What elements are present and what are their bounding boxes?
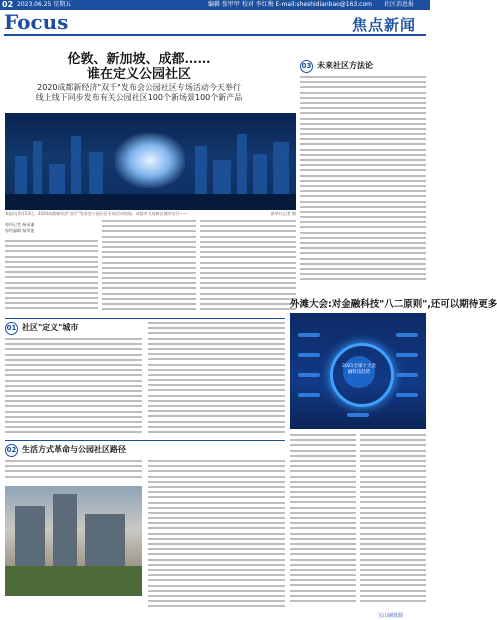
section-divider [4, 34, 426, 36]
article-text-s1-right [148, 322, 285, 436]
article-text-a2 [102, 220, 196, 312]
byline [5, 222, 65, 236]
article-text-s2-intro [5, 460, 142, 484]
article-text-s1-left [5, 338, 142, 436]
photo-credit: 新华社记者 摄 [270, 211, 296, 216]
paper-name: 社区消息报 [384, 1, 415, 8]
related-text-left [290, 434, 356, 608]
section-rule-02 [5, 440, 285, 441]
section-title-02: 生活方式革命与公园社区路径 [22, 445, 126, 454]
section-title-cn: 焦点新闻 [352, 16, 417, 34]
article-text-s2-right [148, 460, 285, 612]
headline [14, 52, 264, 82]
headline-line-1: 伦敦、新加坡、成都…… [67, 52, 211, 67]
article-text-col3 [300, 76, 426, 288]
subheadline-line-1: 2020成都新经济"双千"发布会公园社区专场活动今天举行 [37, 83, 241, 92]
section-title-01: 社区"定义"城市 [22, 323, 79, 332]
page-number: 02 [2, 0, 14, 9]
page-header [0, 0, 430, 10]
article-text-a3 [200, 220, 296, 312]
photo-caption-text: 本报讯 6月23日，2020成都新经济"双千"发布会公园社区专场活动现场，成都市天府新区城市设计—— [5, 211, 188, 216]
subheadline-line-2: 线上线下同步发布有关公园社区100个新场景100个新产品 [35, 93, 243, 102]
article-text-a1 [5, 240, 98, 312]
section-number-01: 01 [5, 322, 18, 335]
photo-caption [5, 211, 296, 217]
section-number-03: 03 [300, 60, 313, 73]
byline-editor: 每经编辑 杨翠莲 [5, 228, 35, 233]
section-rule-01 [5, 318, 285, 319]
section-title-03: 未来社区方法论 [317, 61, 373, 70]
related-headline: 外滩大会:对金融科技"八二原则",还可以期待更多 [290, 299, 497, 310]
fintech-infographic [290, 313, 426, 429]
community-photo [5, 486, 142, 596]
section-heading-02 [5, 444, 126, 457]
byline-reporter: 每经记者 杨承谦 [5, 222, 35, 227]
editor-info: 编辑 张甲甲 校对 李红梅 E-mail:sheshidianbao@163.com [208, 1, 372, 8]
headline-line-2: 谁在定义公园社区 [86, 67, 191, 82]
subheadline [14, 83, 264, 103]
infographic-title: 2021全球十大金融科技趋势 [342, 364, 376, 375]
section-title: Focus [4, 10, 69, 34]
related-text-right [360, 434, 426, 608]
issue-date: 2023.06.25 星期五 [17, 1, 72, 8]
section-number-02: 02 [5, 444, 18, 457]
event-photo [5, 113, 296, 210]
footer-credit: 宝山钢铁源 [378, 613, 404, 619]
section-heading-03 [300, 60, 373, 73]
section-heading-01 [5, 322, 78, 335]
